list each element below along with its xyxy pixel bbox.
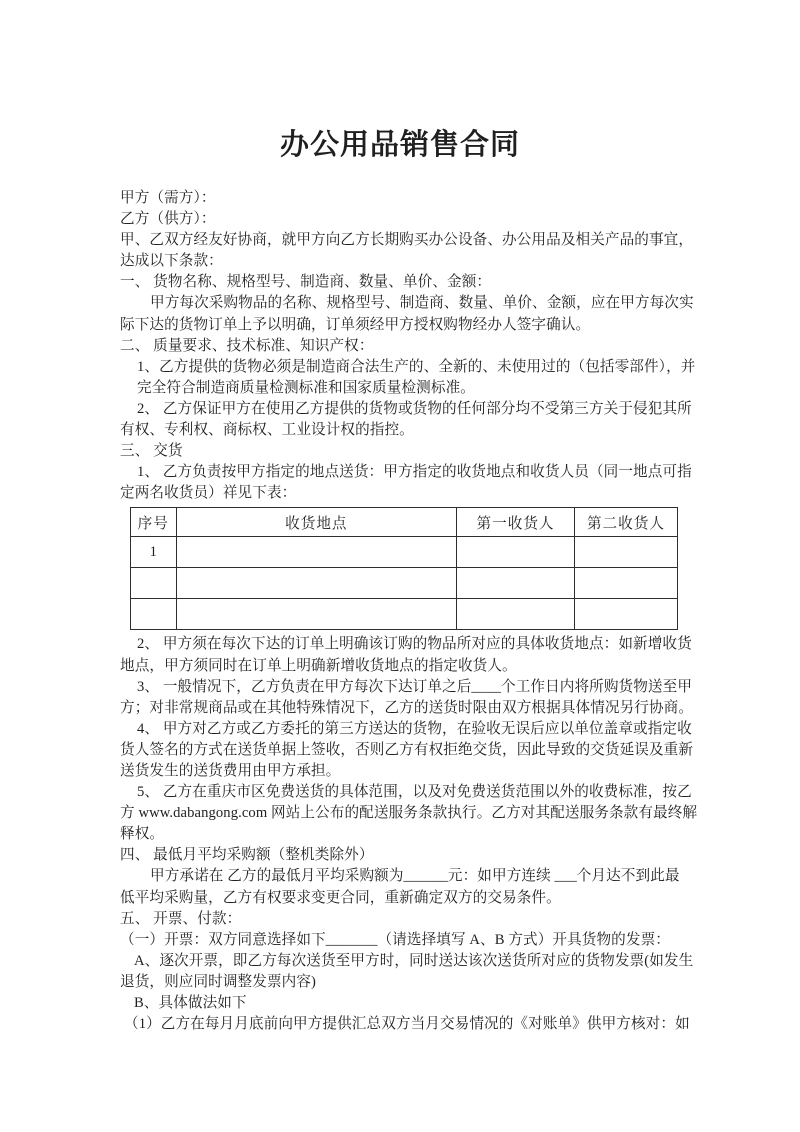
document-line: 甲、乙双方经友好协商，就甲方向乙方长期购买办公设备、办公用品及相关产品的事宜， xyxy=(120,232,694,249)
document-line: 低平均采购量，乙方有权要求变更合同，重新确定双方的交易条件。 xyxy=(120,889,561,906)
document-line: 甲方每次采购物品的名称、规格型号、制造商、数量、单价、金额，应在甲方每次实 xyxy=(150,295,694,312)
document-line: B、具体做法如下 xyxy=(134,995,247,1011)
document-line: 四、 最低月平均采购额（整机类除外） xyxy=(120,847,374,864)
table-row xyxy=(131,537,678,568)
document-line: A、逐次开票，即乙方每次送货至甲方时，同时送达该次送货所对应的货物发票(如发生 xyxy=(134,952,694,969)
document-line: 完全符合制造商质量检测标准和国家质量检测标准。 xyxy=(137,379,475,396)
table-cell xyxy=(176,537,457,568)
table-wrapper xyxy=(120,507,690,630)
document-line: 送货发生的送货费用由甲方承担。 xyxy=(120,762,341,779)
table-header-cell: 序号 xyxy=(131,508,177,537)
document-line: 3、 一般情况下，乙方负责在甲方每次下达订单之后____个工作日内将所购货物送至甲 xyxy=(137,678,693,695)
delivery-table-body xyxy=(131,537,678,630)
table-cell xyxy=(457,599,575,630)
delivery-locations-table xyxy=(130,507,678,630)
document-line: 方 www.dabangong.com 网站上公布的配送服务条款执行。乙方对其配送服务条款有最终解 xyxy=(120,805,698,822)
table-cell xyxy=(131,599,177,630)
document-line: 2、 乙方保证甲方在使用乙方提供的货物或货物的任何部分均不受第三方关于侵犯其所 xyxy=(137,400,692,417)
document-line: 三、 交货 xyxy=(120,443,183,460)
table-cell xyxy=(457,537,575,568)
document-line: 4、 甲方对乙方或乙方委托的第三方送达的货物，在验收无误后应以单位盖章或指定收 xyxy=(137,720,692,737)
table-cell xyxy=(176,568,457,599)
table-header-row xyxy=(131,508,678,537)
document-line: 乙方（供方）： xyxy=(120,211,216,228)
table-row xyxy=(131,568,678,599)
document-line: 1、 乙方负责按甲方指定的地点送货：甲方指定的收货地点和收货人员（同一地点可指 xyxy=(137,464,692,481)
delivery-table-head xyxy=(131,508,678,537)
table-cell xyxy=(574,599,677,630)
document-line: 释权。 xyxy=(120,826,165,843)
table-cell xyxy=(131,568,177,599)
document-line: 退货，则应同时调整发票内容) xyxy=(120,973,316,990)
table-header-cell: 收货地点 xyxy=(176,508,457,537)
document-line: 五、 开票、付款： xyxy=(120,910,242,927)
table-row xyxy=(131,599,678,630)
document-line: 甲方承诺在 乙方的最低月平均采购额为______元：如甲方连续 ___个月达不到此最 xyxy=(150,868,680,885)
document-line: 有权、专利权、商标权、工业设计权的指控。 xyxy=(120,422,414,439)
lines-after-table xyxy=(120,634,698,1035)
document-line: 2、 甲方须在每次下达的订单上明确该订购的物品所对应的具体收货地点：如新增收货 xyxy=(137,636,692,653)
document-line: 方；对非常规商品或在其他特殊情况下，乙方的送货时限由双方根据具体情况另行协商。 xyxy=(120,699,694,716)
document-line: 1、乙方提供的货物必须是制造商合法生产的、全新的、未使用过的（包括零部件），并 xyxy=(137,358,696,375)
document-line: 定两名收货员）祥见下表： xyxy=(120,485,297,502)
table-cell xyxy=(574,537,677,568)
document-line: 达成以下条款： xyxy=(120,253,223,270)
lines-before-table xyxy=(120,188,696,504)
table-cell xyxy=(574,568,677,599)
table-cell xyxy=(457,568,575,599)
table-header-cell: 第二收货人 xyxy=(574,508,677,537)
table-cell xyxy=(176,599,457,630)
table-header-cell: 第一收货人 xyxy=(457,508,575,537)
document-line: 5、 乙方在重庆市区免费送货的具体范围，以及对免费送货范围以外的收费标准，按乙 xyxy=(137,784,692,801)
document-line: 地点，甲方须同时在订单上明确新增收货地点的指定收货人。 xyxy=(120,657,517,674)
document-line: 一、 货物名称、规格型号、制造商、数量、单价、金额： xyxy=(120,274,492,291)
table-cell: 1 xyxy=(131,537,177,568)
document-line: 货人签名的方式在送货单据上签收，否则乙方有权拒绝交货，因此导致的交货延误及重新 xyxy=(120,741,694,758)
document-line: （一）开票：双方同意选择如下_______（请选择填写 A、B 方式）开具货物的发票： xyxy=(120,931,670,948)
document-line: 二、 质量要求、技术标准、知识产权： xyxy=(120,337,374,354)
document-title: 办公用品销售合同 xyxy=(279,129,520,161)
document-line: 甲方（需方）： xyxy=(120,190,216,206)
document-line: （1）乙方在每月月底前向甲方提供汇总双方当月交易情况的《对账单》供甲方核对：如 xyxy=(124,1016,690,1033)
document-line: 际下达的货物订单上予以明确，订单须经甲方授权购物经办人签字确认。 xyxy=(120,316,591,333)
